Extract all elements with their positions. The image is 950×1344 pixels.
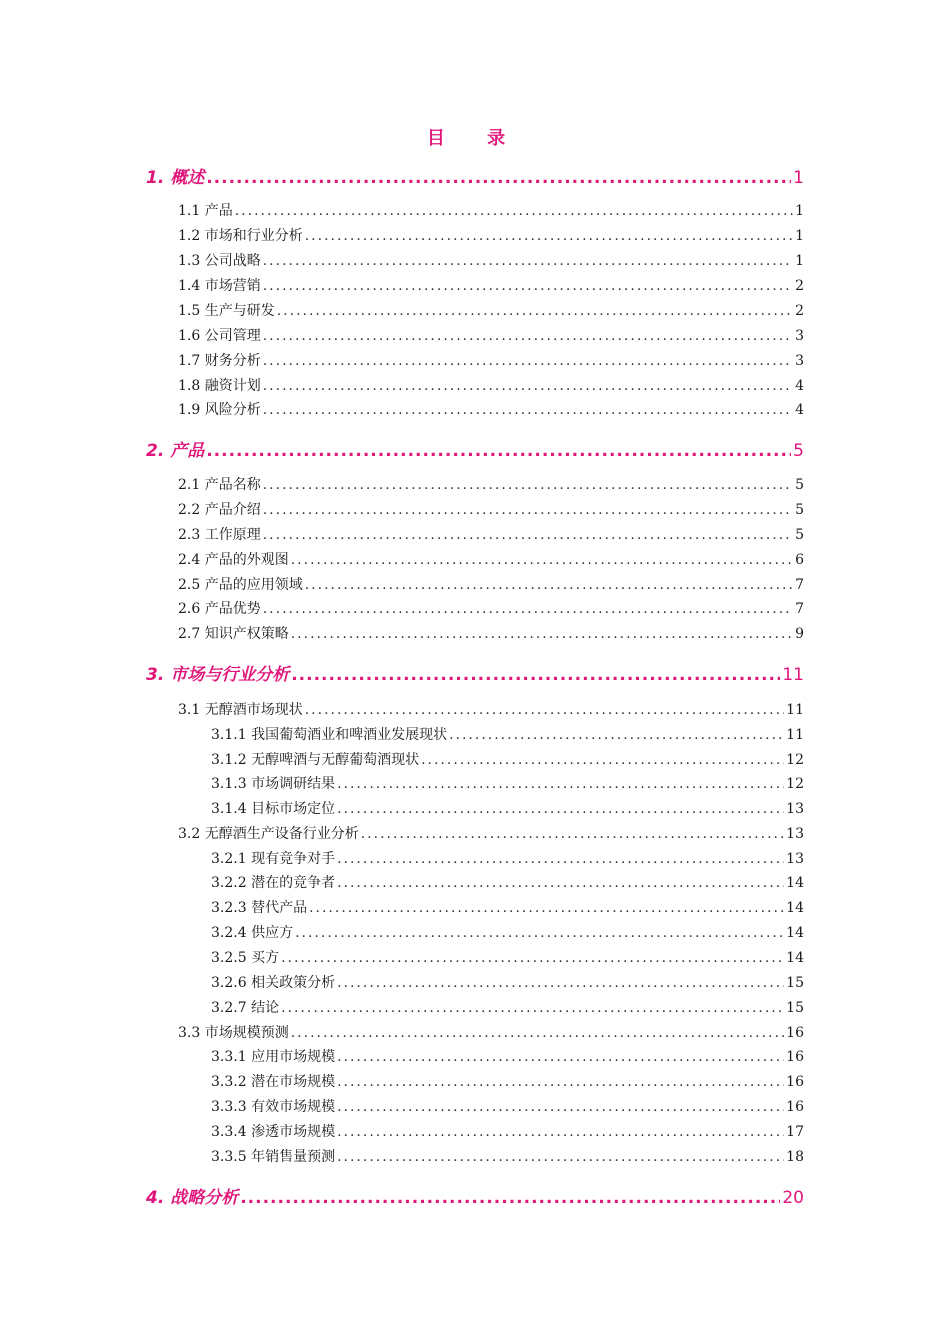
toc-entry-level1[interactable]: [146, 163, 804, 188]
toc-entry-label: 2.7 知识产权策略: [178, 626, 289, 642]
toc-page-number: 6: [795, 552, 804, 568]
toc-entry-label: 1.3 公司战略: [178, 253, 261, 269]
toc-entry-label: 1.4 市场营销: [178, 278, 261, 294]
toc-dot-leader: [263, 477, 793, 493]
toc-entry-label: 3. 市场与行业分析: [146, 665, 290, 685]
toc-page-number: 20: [782, 1188, 804, 1208]
toc-page-number: 13: [786, 826, 804, 842]
toc-page-number: 5: [793, 441, 804, 461]
toc-page-number: 1: [793, 168, 804, 188]
toc-entry-label: 1.7 财务分析: [178, 353, 261, 369]
toc-entry-label: 4. 战略分析: [146, 1188, 239, 1208]
toc-dot-leader: [235, 203, 793, 219]
toc-page-number: 11: [782, 665, 804, 685]
toc-entry-label: 3.3 市场规模预测: [178, 1025, 289, 1041]
toc-entry-level3[interactable]: [211, 848, 804, 868]
toc-dot-leader: [281, 1000, 784, 1016]
toc-page-number: 14: [786, 900, 804, 916]
toc-dot-leader: [263, 502, 793, 518]
toc-page-number: 17: [786, 1124, 804, 1140]
toc-entry-level2[interactable]: [178, 499, 804, 519]
toc-entry-label: 1.8 融资计划: [178, 378, 261, 394]
toc-page-number: 18: [786, 1149, 804, 1165]
toc-entry-level3[interactable]: [211, 724, 804, 744]
toc-dot-leader: [337, 851, 784, 867]
toc-page-number: 1: [795, 203, 804, 219]
toc-dot-leader: [421, 752, 784, 768]
toc-entry-label: 1. 概述: [146, 168, 205, 188]
toc-entry-level2[interactable]: [178, 375, 804, 395]
toc-dot-leader: [305, 577, 793, 593]
toc-entry-level3[interactable]: [211, 798, 804, 818]
toc-dot-leader: [449, 727, 784, 743]
toc-entry-label: 2.2 产品介绍: [178, 502, 261, 518]
toc-page-number: 1: [795, 253, 804, 269]
toc-entry-level2[interactable]: [178, 399, 804, 419]
toc-dot-leader: [337, 1124, 784, 1140]
toc-dot-leader: [263, 527, 793, 543]
toc-entry-label: 2.6 产品优势: [178, 601, 261, 617]
toc-dot-leader: [281, 950, 784, 966]
toc-entry-level3[interactable]: [211, 773, 804, 793]
toc-entry-level1[interactable]: [146, 436, 804, 461]
toc-entry-level2[interactable]: [178, 300, 804, 320]
toc-entry-label: 1.2 市场和行业分析: [178, 228, 303, 244]
toc-page-number: 7: [795, 577, 804, 593]
toc-dot-leader: [337, 875, 784, 891]
toc-entry-label: 3.3.4 渗透市场规模: [211, 1124, 336, 1140]
toc-entry-level3[interactable]: [211, 1096, 804, 1116]
toc-dot-leader: [263, 402, 793, 418]
toc-entry-label: 3.2.4 供应方: [211, 925, 294, 941]
toc-page-number: 11: [786, 702, 804, 718]
toc-dot-leader: [291, 665, 780, 685]
toc-entry-level2[interactable]: [178, 225, 804, 245]
toc-entry-level3[interactable]: [211, 1121, 804, 1141]
toc-page-number: 3: [795, 328, 804, 344]
toc-page-number: 14: [786, 925, 804, 941]
toc-entry-label: 1.6 公司管理: [178, 328, 261, 344]
toc-dot-leader: [361, 826, 784, 842]
toc-page-number: 9: [795, 626, 804, 642]
toc-entry-level2[interactable]: [178, 200, 804, 220]
toc-entry-label: 3.1.4 目标市场定位: [211, 801, 336, 817]
toc-dot-leader: [263, 353, 793, 369]
toc-dot-leader: [337, 975, 784, 991]
toc-dot-leader: [337, 1049, 784, 1065]
toc-dot-leader: [263, 253, 793, 269]
toc-entry-level2[interactable]: [178, 549, 804, 569]
toc-page-number: 5: [795, 527, 804, 543]
toc-title: 目 录: [426, 128, 524, 149]
toc-dot-leader: [277, 303, 793, 319]
toc-page-number: 11: [786, 727, 804, 743]
toc-entry-label: 3.3.3 有效市场规模: [211, 1099, 336, 1115]
toc-entry-level2[interactable]: [178, 524, 804, 544]
toc-page-number: 12: [786, 776, 804, 792]
toc-dot-leader: [337, 1074, 784, 1090]
toc-dot-leader: [295, 925, 784, 941]
toc-entry-level3[interactable]: [211, 872, 804, 892]
toc-entry-level3[interactable]: [211, 972, 804, 992]
toc-entry-label: 3.2 无醇酒生产设备行业分析: [178, 826, 359, 842]
toc-entry-level2[interactable]: [178, 250, 804, 270]
toc-entry-level2[interactable]: [178, 1022, 804, 1042]
toc-entry-label: 2.4 产品的外观图: [178, 552, 289, 568]
toc-page-number: 15: [786, 975, 804, 991]
toc-dot-leader: [291, 626, 793, 642]
toc-entry-label: 3.3.5 年销售量预测: [211, 1149, 336, 1165]
toc-dot-leader: [206, 441, 791, 461]
toc-entry-level3[interactable]: [211, 997, 804, 1017]
toc-entry-label: 1.9 风险分析: [178, 402, 261, 418]
toc-dot-leader: [263, 328, 793, 344]
toc-entry-label: 2.3 工作原理: [178, 527, 261, 543]
toc-page-number: 5: [795, 477, 804, 493]
toc-page-number: 7: [795, 601, 804, 617]
toc-dot-leader: [263, 278, 793, 294]
toc-dot-leader: [305, 228, 793, 244]
toc-page-number: 15: [786, 1000, 804, 1016]
toc-entry-level3[interactable]: [211, 1146, 804, 1166]
toc-entry-label: 3.2.5 买方: [211, 950, 280, 966]
toc-entry-label: 3.2.7 结论: [211, 1000, 280, 1016]
toc-entry-label: 3.2.6 相关政策分析: [211, 975, 336, 991]
toc-entry-label: 3.3.1 应用市场规模: [211, 1049, 336, 1065]
toc-entry-label: 3.1.1 我国葡萄酒业和啤酒业发展现状: [211, 727, 448, 743]
toc-entry-level3[interactable]: [211, 922, 804, 942]
toc-page-number: 16: [786, 1099, 804, 1115]
toc-entry-level2[interactable]: [178, 325, 804, 345]
toc-page-number: 4: [795, 378, 804, 394]
toc-dot-leader: [291, 1025, 784, 1041]
toc-page-number: 5: [795, 502, 804, 518]
toc-page-number: 14: [786, 875, 804, 891]
toc-entry-level2[interactable]: [178, 474, 804, 494]
toc-dot-leader: [309, 900, 784, 916]
toc-entry-level1[interactable]: [146, 660, 804, 685]
toc-entry-label: 3.1.3 市场调研结果: [211, 776, 336, 792]
toc-page-number: 13: [786, 851, 804, 867]
toc-dot-leader: [263, 378, 793, 394]
toc-entry-level2[interactable]: [178, 623, 804, 643]
toc-entry-level2[interactable]: [178, 574, 804, 594]
toc-entry-label: 3.2.3 替代产品: [211, 900, 308, 916]
toc-entry-label: 1.1 产品: [178, 203, 233, 219]
toc-entry-level3[interactable]: [211, 1046, 804, 1066]
toc-page-number: 14: [786, 950, 804, 966]
toc-dot-leader: [337, 801, 784, 817]
toc-entry-label: 2.1 产品名称: [178, 477, 261, 493]
toc-entry-label: 3.1 无醇酒市场现状: [178, 702, 303, 718]
toc-page-number: 2: [795, 303, 804, 319]
toc-entry-level2[interactable]: [178, 275, 804, 295]
toc-entry-level2[interactable]: [178, 823, 804, 843]
toc-entry-level1[interactable]: [146, 1183, 804, 1208]
toc-dot-leader: [337, 776, 784, 792]
toc-entry-label: 3.1.2 无醇啤酒与无醇葡萄酒现状: [211, 752, 420, 768]
toc-page-number: 16: [786, 1049, 804, 1065]
toc-entry-level3[interactable]: [211, 749, 804, 769]
toc-page-number: 16: [786, 1074, 804, 1090]
toc-entry-label: 2.5 产品的应用领域: [178, 577, 303, 593]
toc-page-number: 1: [795, 228, 804, 244]
toc-page-number: 2: [795, 278, 804, 294]
toc-dot-leader: [291, 552, 793, 568]
toc-dot-leader: [206, 168, 791, 188]
toc-entry-label: 3.3.2 潜在市场规模: [211, 1074, 336, 1090]
toc-dot-leader: [305, 702, 784, 718]
toc-dot-leader: [240, 1188, 780, 1208]
toc-entry-level2[interactable]: [178, 699, 804, 719]
toc-page-number: 16: [786, 1025, 804, 1041]
toc-page-number: 12: [786, 752, 804, 768]
toc-page-number: 3: [795, 353, 804, 369]
toc-dot-leader: [263, 601, 793, 617]
toc-entry-level2[interactable]: [178, 350, 804, 370]
toc-entry-label: 2. 产品: [146, 441, 205, 461]
toc-entry-label: 3.2.1 现有竞争对手: [211, 851, 336, 867]
toc-dot-leader: [337, 1099, 784, 1115]
toc-entry-label: 3.2.2 潜在的竞争者: [211, 875, 336, 891]
toc-entry-level3[interactable]: [211, 1071, 804, 1091]
toc-page-number: 13: [786, 801, 804, 817]
toc-entry-level3[interactable]: [211, 897, 804, 917]
toc-entry-level2[interactable]: [178, 598, 804, 618]
toc-dot-leader: [337, 1149, 784, 1165]
toc-page-number: 4: [795, 402, 804, 418]
toc-entry-label: 1.5 生产与研发: [178, 303, 275, 319]
toc-entry-level3[interactable]: [211, 947, 804, 967]
